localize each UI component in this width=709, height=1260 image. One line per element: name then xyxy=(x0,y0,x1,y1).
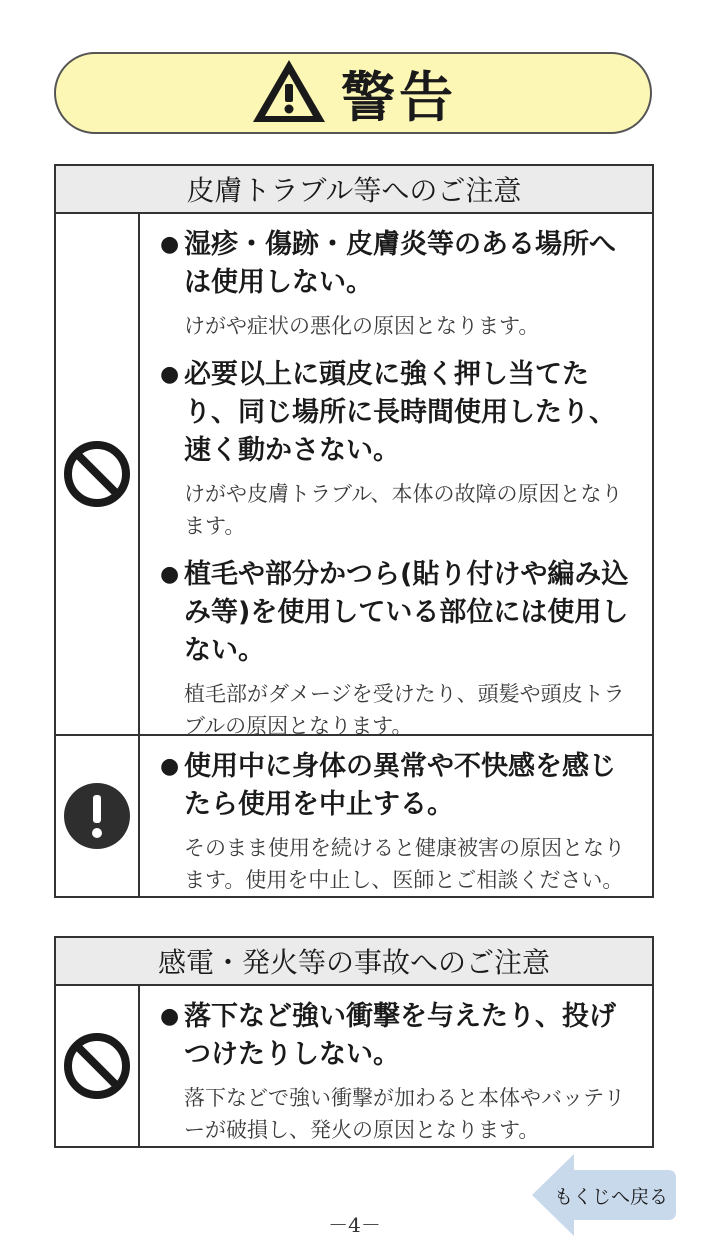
warning-item xyxy=(160,356,636,542)
prohibition-row xyxy=(56,214,652,738)
warning-triangle-icon xyxy=(249,56,329,126)
item-heading: 落下など強い衝撃を与えたり、投げつけたりしない。 xyxy=(184,1001,616,1070)
warning-item xyxy=(160,556,636,742)
warning-banner xyxy=(54,52,652,134)
item-heading: 植毛や部分かつら(貼り付けや編み込み等)を使用している部位には使用しない。 xyxy=(184,559,629,666)
page-number: －4－ xyxy=(328,1213,381,1237)
bullet-icon: ● xyxy=(160,362,180,387)
electric-shock-section xyxy=(54,936,654,1148)
mandatory-row xyxy=(56,734,652,896)
item-note: 落下などで強い衝撃が加わると本体やバッテリーが破損し、発火の原因となります。 xyxy=(184,1086,625,1142)
section-title: 感電・発火等の事故へのご注意 xyxy=(56,938,652,986)
back-label: もくじへ戻る xyxy=(554,1186,669,1208)
item-note: 植毛部がダメージを受けたり、頭髪や頭皮トラブルの原因となります。 xyxy=(184,682,625,738)
warning-item xyxy=(160,998,636,1146)
item-note: そのまま使用を続けると健康被害の原因となります。使用を中止し、医師とご相談ください。 xyxy=(184,836,625,892)
bullet-icon: ● xyxy=(160,1004,180,1029)
bullet-icon: ● xyxy=(160,232,180,257)
bullet-icon: ● xyxy=(160,562,180,587)
warning-item xyxy=(160,226,636,342)
skin-trouble-section xyxy=(54,164,654,898)
item-note: けがや皮膚トラブル、本体の故障の原因となります。 xyxy=(184,482,623,538)
prohibition-icon xyxy=(62,439,132,509)
prohibition-row xyxy=(56,986,652,1146)
warning-item xyxy=(160,748,636,896)
prohibition-icon xyxy=(62,1031,132,1101)
mandatory-exclamation-icon xyxy=(62,781,132,851)
item-heading: 必要以上に頭皮に強く押し当てたり、同じ場所に長時間使用したり、速く動かさない。 xyxy=(184,359,616,466)
bullet-icon: ● xyxy=(160,754,180,779)
section-title: 皮膚トラブル等へのご注意 xyxy=(56,166,652,214)
item-heading: 湿疹・傷跡・皮膚炎等のある場所へは使用しない。 xyxy=(184,229,616,298)
item-note: けがや症状の悪化の原因となります。 xyxy=(184,314,540,338)
item-heading: 使用中に身体の異常や不快感を感じたら使用を中止する。 xyxy=(184,751,616,820)
banner-title: 警告 xyxy=(341,65,457,129)
